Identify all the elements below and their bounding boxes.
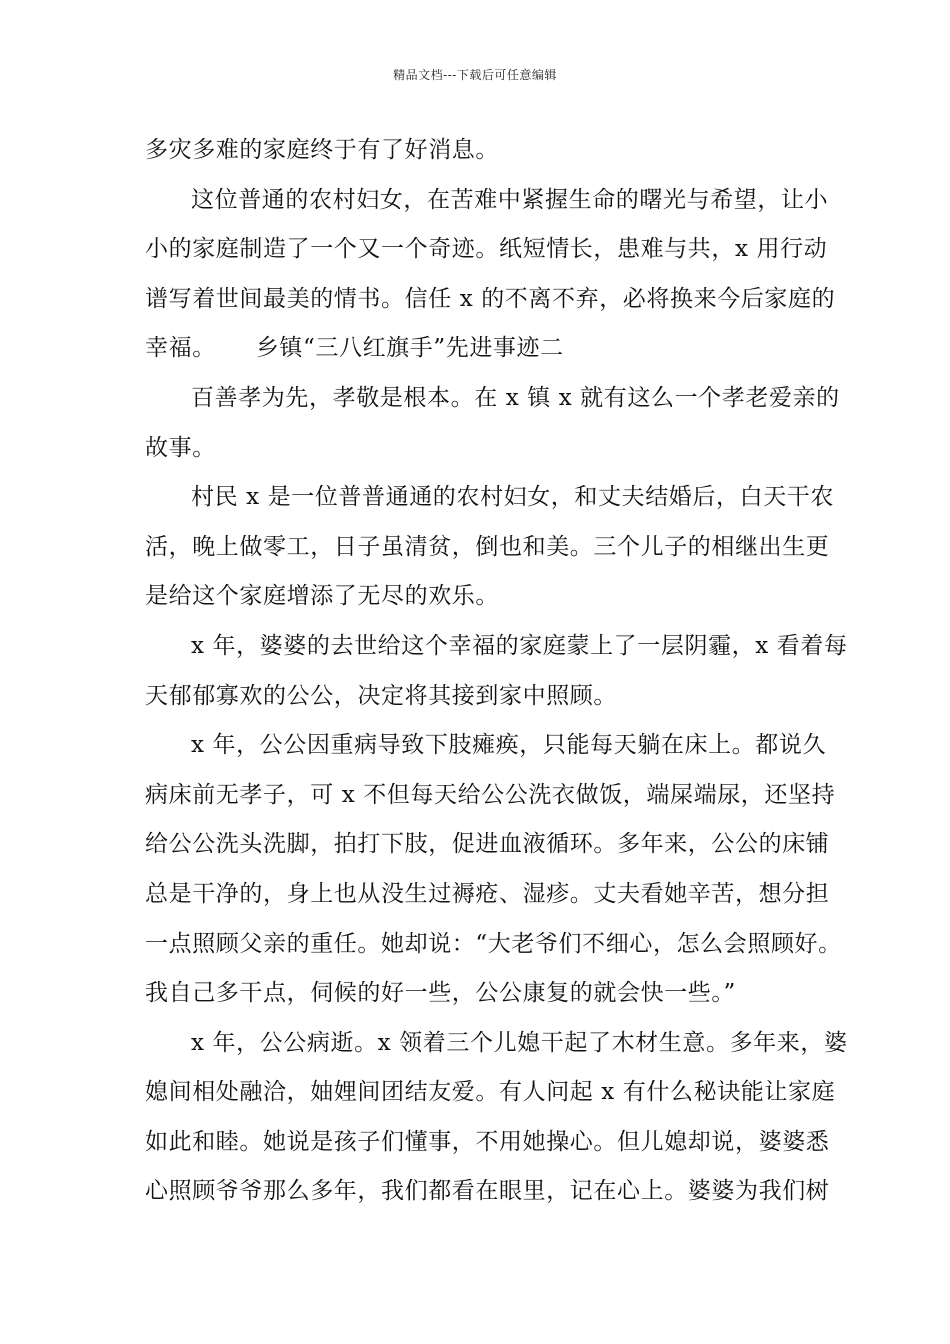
paragraph-3 bbox=[145, 374, 840, 473]
paragraph-1 bbox=[145, 126, 835, 176]
section-heading: 乡镇“三八红旗手”先进事迹二 bbox=[255, 335, 564, 362]
page-header: 精品文档---下载后可任意编辑 bbox=[393, 68, 557, 82]
text-line: 这位普通的农村妇女，在苦难中紧握生命的曙光与希望，让小 bbox=[191, 186, 829, 213]
text-line: 病床前无孝子，可 x 不但每天给公公洗衣做饭，端屎端尿，还坚持 bbox=[145, 781, 836, 808]
paragraph-6 bbox=[145, 721, 842, 1019]
text-line: x 年，公公病逝。x 领着三个儿媳干起了木材生意。多年来，婆 bbox=[191, 1029, 848, 1056]
text-line: 小的家庭制造了一个又一个奇迹。纸短情长，患难与共，x 用行动 bbox=[145, 236, 828, 263]
text-line: 我自己多干点，伺候的好一些，公公康复的就会快一些。” bbox=[145, 980, 736, 1007]
text-line: 心照顾爷爷那么多年，我们都看在眼里，记在心上。婆婆为我们树 bbox=[145, 1178, 830, 1205]
text-line: 百善孝为先，孝敬是根本。在 x 镇 x 就有这么一个孝老爱亲的 bbox=[191, 384, 840, 411]
text-line: 如此和睦。她说是孩子们懂事，不用她操心。但儿媳却说，婆婆悉 bbox=[145, 1128, 830, 1155]
text-line: 媳间相处融洽，妯娌间团结友爱。有人问起 x 有什么秘诀能让家庭 bbox=[145, 1079, 836, 1106]
paragraph-4 bbox=[145, 473, 835, 622]
paragraph-5 bbox=[145, 622, 848, 721]
text-line: 是给这个家庭增添了无尽的欢乐。 bbox=[145, 583, 499, 610]
text-line: 给公公洗头洗脚，拍打下肢，促进血液循环。多年来，公公的床铺 bbox=[145, 831, 830, 858]
text-line: 谱写着世间最美的情书。信任 x 的不离不弃，必将换来今后家庭的 bbox=[145, 285, 836, 312]
text-line: 天郁郁寡欢的公公，决定将其接到家中照顾。 bbox=[145, 682, 617, 709]
text-fragment: 幸福。 bbox=[145, 335, 216, 362]
text-line-with-heading bbox=[145, 324, 835, 374]
text-line: 活，晚上做零工，日子虽清贫，倒也和美。三个儿子的相继出生更 bbox=[145, 533, 830, 560]
text-line: x 年，婆婆的去世给这个幸福的家庭蒙上了一层阴霾，x 看着每 bbox=[191, 632, 848, 659]
document-body bbox=[145, 126, 848, 1217]
text-line: 村民 x 是一位普普通通的农村妇女，和丈夫结婚后，白天干农 bbox=[191, 484, 834, 511]
paragraph-7 bbox=[145, 1019, 848, 1217]
text-line: 总是干净的，身上也从没生过褥疮、湿疹。丈夫看她辛苦，想分担 bbox=[145, 880, 830, 907]
text-line: 故事。 bbox=[145, 434, 216, 461]
text-line: 多灾多难的家庭终于有了好消息。 bbox=[145, 137, 499, 163]
paragraph-2 bbox=[145, 176, 835, 374]
text-line: 一点照顾父亲的重任。她却说：“大老爷们不细心，怎么会照顾好。 bbox=[145, 930, 842, 957]
text-line: x 年，公公因重病导致下肢瘫痪，只能每天躺在床上。都说久 bbox=[191, 732, 827, 759]
